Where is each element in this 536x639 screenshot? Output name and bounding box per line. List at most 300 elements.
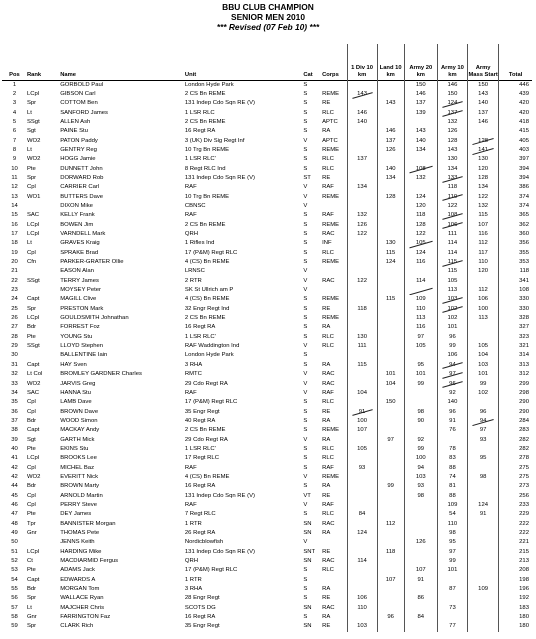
- cell-mass-start: [468, 277, 499, 286]
- table-row: [2, 566, 532, 575]
- cell-cat: V: [303, 277, 308, 284]
- cell-corps: RLC: [322, 455, 334, 462]
- cell-pos: 1: [12, 81, 17, 88]
- cell-army10: [437, 436, 467, 445]
- cell-land: 99: [377, 482, 404, 491]
- cell-1div: [347, 286, 377, 295]
- table-row: [2, 323, 532, 332]
- cell-land: [377, 333, 404, 342]
- table-row: [2, 305, 532, 314]
- cell-army20: 108: [404, 165, 437, 174]
- cell-1div: [347, 165, 377, 174]
- cell-total: 278: [499, 454, 532, 463]
- cell-name: DORWARD Rob: [60, 174, 104, 181]
- cell-rank: Cpl: [26, 464, 36, 471]
- cell-mass-start: 128: [468, 174, 499, 183]
- table-row: [2, 351, 532, 360]
- cell-mass-start: 97: [468, 426, 499, 435]
- cell-army10: 111: [437, 230, 467, 239]
- cell-total: 355: [499, 249, 532, 258]
- cell-1div: [347, 538, 377, 547]
- cell-total: 213: [499, 557, 532, 566]
- cell-army10: 54: [437, 510, 467, 519]
- cell-mass-start: [468, 127, 499, 136]
- table-row: [2, 333, 532, 342]
- cell-total: 298: [499, 389, 532, 398]
- cell-1div: [347, 613, 377, 622]
- cell-rank: Tpr: [26, 520, 36, 527]
- cell-land: [377, 202, 404, 211]
- cell-mass-start: 134: [468, 183, 499, 192]
- cell-pos: 10: [11, 165, 18, 172]
- cell-corps: REME: [322, 315, 340, 322]
- cell-mass-start: [468, 604, 499, 613]
- cell-rank: Ct: [26, 558, 33, 565]
- cell-pos: 41: [11, 455, 18, 462]
- cell-cat: S: [303, 100, 308, 107]
- cell-mass-start: 93: [468, 436, 499, 445]
- cell-cat: S: [303, 586, 308, 593]
- cell-pos: 18: [11, 240, 18, 247]
- cell-name: MACDIARMID Fergus: [60, 558, 119, 565]
- cell-unit: 2 CS Bn REME: [184, 118, 226, 125]
- cell-pos: 58: [11, 614, 18, 621]
- cell-rank: Bdr: [26, 324, 37, 331]
- table-row: [2, 464, 532, 473]
- cell-cat: SN: [303, 520, 312, 527]
- cell-army10: 124: [437, 99, 467, 108]
- cell-land: [377, 80, 404, 90]
- cell-name: GORBOLD Paul: [60, 81, 104, 88]
- cell-mass-start: 143: [468, 90, 499, 99]
- table-row: [2, 211, 532, 220]
- cell-unit: 4 (CS) Bn REME: [184, 296, 230, 303]
- table-row: [2, 193, 532, 202]
- cell-1div: 111: [347, 342, 377, 351]
- cell-army20: 113: [404, 314, 437, 323]
- cell-army10: 98: [437, 529, 467, 538]
- cell-mass-start: [468, 622, 499, 631]
- cell-army10: 106: [437, 351, 467, 360]
- cell-unit: 7 Regt RLC: [184, 511, 216, 518]
- table-row: [2, 137, 532, 146]
- table-row: [2, 80, 532, 90]
- cell-cat: ST: [303, 174, 311, 181]
- cell-rank: Spr: [26, 100, 37, 107]
- cell-rank: Pte: [26, 511, 36, 518]
- cell-land: [377, 557, 404, 566]
- cell-army10: 126: [437, 127, 467, 136]
- table-row: [2, 594, 532, 603]
- cell-unit: 17 (P&M) Regt RLC: [184, 249, 238, 256]
- table-row: [2, 482, 532, 491]
- cell-rank: Lt: [26, 604, 32, 611]
- cell-corps: RA: [322, 361, 331, 368]
- cell-unit: 2 RTR: [184, 277, 202, 284]
- cell-total: 356: [499, 239, 532, 248]
- cell-total: 439: [499, 90, 532, 99]
- cell-army20: 118: [404, 211, 437, 220]
- cell-land: [377, 211, 404, 220]
- cell-name: MICHEL Baz: [60, 464, 95, 471]
- cell-cat: S: [303, 333, 308, 340]
- cell-cat: V: [303, 184, 308, 191]
- table-row: [2, 165, 532, 174]
- revision-note: *** Revised (07 Feb 10) ***: [216, 22, 320, 32]
- cell-name: EDWARDS A: [60, 576, 96, 583]
- cell-1div: 110: [347, 604, 377, 613]
- cell-total: 282: [499, 445, 532, 454]
- cell-rank: [27, 267, 60, 276]
- cell-1div: 122: [347, 277, 377, 286]
- cell-cat: S: [303, 511, 308, 518]
- cell-name: GRAVES Kraig: [60, 240, 100, 247]
- cell-total: 374: [499, 202, 532, 211]
- cell-name: BUTTERS Dave: [60, 193, 104, 200]
- cell-corps: REME: [322, 259, 340, 266]
- cell-unit: 10 Trg Bn REME: [184, 193, 230, 200]
- cell-corps: RLC: [322, 567, 334, 574]
- cell-land: [377, 464, 404, 473]
- cell-unit: 17 (P&M) Regt RLC: [184, 567, 238, 574]
- cell-cat: S: [303, 165, 308, 172]
- cell-total: 314: [499, 351, 532, 360]
- cell-pos: 9: [12, 156, 17, 163]
- cell-army10: 95: [437, 538, 467, 547]
- cell-name: CLARK Rich: [60, 623, 94, 630]
- cell-army10: 83: [437, 454, 467, 463]
- cell-land: [377, 594, 404, 603]
- cell-unit: Nordicblowfish: [184, 539, 224, 546]
- cell-cat: V: [303, 473, 308, 480]
- cell-army20: [404, 183, 437, 192]
- table-row: [2, 118, 532, 127]
- cell-pos: 23: [11, 287, 18, 294]
- cell-cat: SN: [303, 530, 312, 536]
- cell-1div: 93: [347, 464, 377, 473]
- cell-pos: 11: [11, 174, 18, 181]
- cell-mass-start: 103: [468, 361, 499, 370]
- table-row: [2, 90, 532, 99]
- cell-name: ARNOLD Martin: [60, 492, 103, 499]
- cell-pos: 54: [11, 576, 18, 583]
- cell-army10: 88: [437, 492, 467, 501]
- cell-rank: [27, 202, 60, 211]
- cell-land: [377, 417, 404, 426]
- cell-army20: 124: [404, 249, 437, 258]
- cell-cat: S: [303, 156, 308, 163]
- cell-land: [377, 408, 404, 417]
- cell-army10: 150: [437, 90, 467, 99]
- cell-total: 273: [499, 482, 532, 491]
- cell-land: 146: [377, 127, 404, 136]
- cell-mass-start: 140: [468, 99, 499, 108]
- cell-pos: 42: [11, 464, 18, 471]
- cell-1div: 134: [347, 183, 377, 192]
- cell-total: 229: [499, 510, 532, 519]
- cell-mass-start: 115: [468, 211, 499, 220]
- cell-rank: SSgt: [26, 118, 40, 125]
- cell-pos: 42: [11, 473, 18, 480]
- cell-army20: [404, 548, 437, 557]
- cell-corps: RA: [322, 483, 331, 490]
- page-title: BBU CLUB CHAMPION: [222, 2, 314, 12]
- cell-rank: Cpl: [26, 399, 36, 406]
- cell-army10: 96: [437, 408, 467, 417]
- cell-land: [377, 314, 404, 323]
- cell-land: [377, 323, 404, 332]
- cell-mass-start: [468, 520, 499, 529]
- cell-rank: Pte: [26, 333, 36, 340]
- cell-army10: 87: [437, 585, 467, 594]
- cell-cat: S: [303, 567, 308, 574]
- cell-rank: LCpl: [26, 221, 40, 228]
- cell-mass-start: 141: [468, 146, 499, 155]
- cell-corps: RAF: [322, 501, 334, 508]
- cell-unit: RAF Waddington Ind: [184, 343, 240, 350]
- cell-cat: S: [303, 464, 308, 471]
- cell-rank: Capt: [26, 427, 40, 434]
- cell-1div: [347, 295, 377, 304]
- cell-army20: 132: [404, 174, 437, 183]
- cell-mass-start: 104: [468, 351, 499, 360]
- cell-1div: 130: [347, 333, 377, 342]
- cell-total: 180: [499, 613, 532, 622]
- cell-corps: RLC: [322, 109, 334, 116]
- cell-1div: 146: [347, 109, 377, 118]
- cell-land: 130: [377, 239, 404, 248]
- cell-mass-start: 99: [468, 380, 499, 389]
- cell-pos: 49: [11, 530, 18, 536]
- cell-pos: 32: [11, 371, 18, 378]
- cell-unit: QRH: [184, 558, 198, 565]
- cell-army10: 128: [437, 137, 467, 146]
- cell-land: [377, 183, 404, 192]
- cell-land: 140: [377, 165, 404, 174]
- cell-rank: Cpl: [26, 492, 36, 499]
- cell-pos: 15: [11, 212, 18, 219]
- cell-land: [377, 342, 404, 351]
- cell-cat: SN: [303, 558, 312, 565]
- cell-total: 312: [499, 370, 532, 379]
- cell-corps: RA: [322, 417, 331, 424]
- cell-corps: RE: [322, 408, 331, 415]
- cell-land: 150: [377, 398, 404, 407]
- page-subtitle: SENIOR MEN 2010: [230, 12, 305, 22]
- cell-corps: RAC: [322, 371, 335, 378]
- cell-total: 233: [499, 501, 532, 510]
- cell-unit: 2 CS Bn REME: [184, 315, 226, 322]
- cell-total: 323: [499, 333, 532, 342]
- cell-1div: [347, 193, 377, 202]
- cell-name: PAINE Stu: [60, 128, 88, 135]
- cell-cat: S: [303, 90, 308, 97]
- table-row: [2, 622, 532, 631]
- cell-name: EVERITT Nick: [60, 473, 99, 480]
- cell-cat: S: [303, 296, 308, 303]
- cell-land: [377, 604, 404, 613]
- cell-1div: [347, 482, 377, 491]
- cell-name: COTTOM Ben: [60, 100, 98, 107]
- cell-unit: 131 Indep Cdo Sqn RE (V): [184, 548, 255, 555]
- cell-name: TERRY James: [60, 277, 99, 284]
- cell-corps: RLC: [322, 156, 334, 163]
- cell-army10: 76: [437, 426, 467, 435]
- cell-unit: 1 LSR RLC': [184, 445, 216, 452]
- cell-1div: 104: [347, 389, 377, 398]
- cell-1div: [347, 492, 377, 501]
- cell-1div: 137: [347, 155, 377, 164]
- cell-1div: [347, 436, 377, 445]
- cell-mass-start: 116: [468, 230, 499, 239]
- cell-corps: RLC: [322, 333, 334, 340]
- cell-land: 115: [377, 295, 404, 304]
- cell-rank: LCpl: [26, 315, 40, 322]
- cell-total: 446: [499, 80, 532, 90]
- cell-mass-start: 112: [468, 286, 499, 295]
- table-row: [2, 548, 532, 557]
- cell-total: 180: [499, 622, 532, 631]
- cell-army20: [404, 585, 437, 594]
- cell-rank: WO2: [26, 137, 41, 144]
- cell-total: 256: [499, 492, 532, 501]
- cell-total: 394: [499, 174, 532, 183]
- cell-cat: S: [303, 315, 308, 322]
- cell-army20: 107: [404, 566, 437, 575]
- cell-rank: SAC: [26, 212, 40, 219]
- cell-corps: REME: [322, 90, 340, 97]
- col-total: Total: [499, 44, 532, 80]
- cell-cat: SNT: [303, 548, 316, 555]
- cell-total: 374: [499, 193, 532, 202]
- cell-pos: 22: [11, 277, 18, 284]
- table-row: [2, 613, 532, 622]
- cell-cat: VT: [303, 492, 311, 499]
- cell-corps: RA: [322, 128, 331, 135]
- cell-pos: 16: [11, 221, 18, 228]
- cell-rank: Pte: [26, 445, 36, 452]
- cell-mass-start: [468, 557, 499, 566]
- cell-1div: [347, 146, 377, 155]
- cell-cat: S: [303, 483, 308, 490]
- cell-rank: Pte: [26, 567, 36, 574]
- cell-corps: RLC: [322, 249, 334, 256]
- cell-land: [377, 454, 404, 463]
- cell-rank: Gnr: [26, 530, 37, 536]
- cell-name: LAMB Dave: [60, 399, 92, 406]
- cell-rank: [27, 80, 60, 90]
- cell-corps: RAC: [322, 558, 335, 565]
- cell-name: MORGAN Tom: [60, 586, 100, 593]
- cell-1div: [347, 249, 377, 258]
- cell-1div: [347, 566, 377, 575]
- cell-army10: 134: [437, 165, 467, 174]
- cell-mass-start: 106: [468, 295, 499, 304]
- cell-pos: 17: [11, 231, 18, 237]
- cell-pos: 3: [12, 100, 17, 107]
- cell-army10: 122: [437, 202, 467, 211]
- cell-cat: S: [303, 427, 308, 434]
- cell-army20: [404, 529, 437, 538]
- cell-name: DEY James: [60, 511, 92, 518]
- cell-cat: S: [303, 576, 308, 583]
- cell-mass-start: 130: [468, 155, 499, 164]
- cell-corps: RAC: [322, 604, 335, 611]
- cell-cat: S: [303, 417, 308, 424]
- cell-rank: [27, 538, 60, 547]
- cell-name: HOGG Jamie: [60, 156, 96, 163]
- cell-1div: 105: [347, 445, 377, 454]
- cell-1div: 140: [347, 118, 377, 127]
- cell-name: MOYSEY Peter: [60, 287, 102, 294]
- cell-pos: 56: [11, 595, 18, 602]
- cell-unit: 17 (P&M) Regt RLC: [184, 399, 238, 406]
- cell-land: 143: [377, 99, 404, 108]
- cell-land: [377, 305, 404, 314]
- cell-name: EKINS Stu: [60, 445, 89, 452]
- cell-unit: 35 Engr Regt: [184, 408, 220, 415]
- cell-corps: REME: [322, 473, 340, 480]
- cell-pos: 33: [11, 380, 18, 387]
- table-row: [2, 99, 532, 108]
- cell-army20: 95: [404, 361, 437, 370]
- cell-army20: 120: [404, 202, 437, 211]
- cell-name: BROWN Dave: [60, 408, 99, 415]
- cell-army10: 114: [437, 249, 467, 258]
- table-row: [2, 183, 532, 192]
- cell-unit: London Hyde Park: [184, 352, 234, 359]
- cell-corps: RAF: [322, 212, 334, 219]
- cell-unit: 1 LSR RLC': [184, 333, 216, 340]
- cell-1div: [347, 174, 377, 183]
- cell-rank: [27, 351, 60, 360]
- cell-cat: S: [303, 128, 308, 135]
- cell-mass-start: 117: [468, 249, 499, 258]
- cell-land: 115: [377, 249, 404, 258]
- cell-corps: RE: [322, 100, 331, 107]
- cell-cat: V: [303, 137, 308, 144]
- cell-army20: 92: [404, 436, 437, 445]
- cell-name: WALLACE Ryan: [60, 595, 104, 602]
- cell-pos: 48: [11, 520, 18, 527]
- table-row: [2, 370, 532, 379]
- cell-unit: SK St Ullrich am P: [184, 287, 234, 294]
- cell-land: [377, 492, 404, 501]
- col-name: Name: [60, 71, 76, 78]
- cell-army10: [437, 576, 467, 585]
- cell-1div: 103: [347, 622, 377, 631]
- cell-rank: Cpl: [26, 408, 36, 415]
- cell-name: PARKER-GRATER Ollie: [60, 259, 124, 266]
- cell-mass-start: 100: [468, 305, 499, 314]
- cell-cat: S: [303, 212, 308, 219]
- cell-corps: RE: [322, 174, 331, 181]
- cell-rank: Bdr: [26, 417, 37, 424]
- cell-name: BANNISTER Morgan: [60, 520, 116, 527]
- cell-land: 134: [377, 174, 404, 183]
- cell-mass-start: 102: [468, 389, 499, 398]
- cell-name: MAJCHER Chris: [60, 604, 105, 611]
- cell-rank: Bdr: [26, 586, 37, 593]
- cell-corps: REME: [322, 221, 340, 228]
- cell-unit: 2 CS Bn REME: [184, 427, 226, 434]
- cell-land: 112: [377, 520, 404, 529]
- cell-army10: 102: [437, 305, 467, 314]
- cell-army20: [404, 604, 437, 613]
- cell-total: 192: [499, 594, 532, 603]
- cell-rank: LCpl: [26, 90, 40, 97]
- table-row: [2, 361, 532, 370]
